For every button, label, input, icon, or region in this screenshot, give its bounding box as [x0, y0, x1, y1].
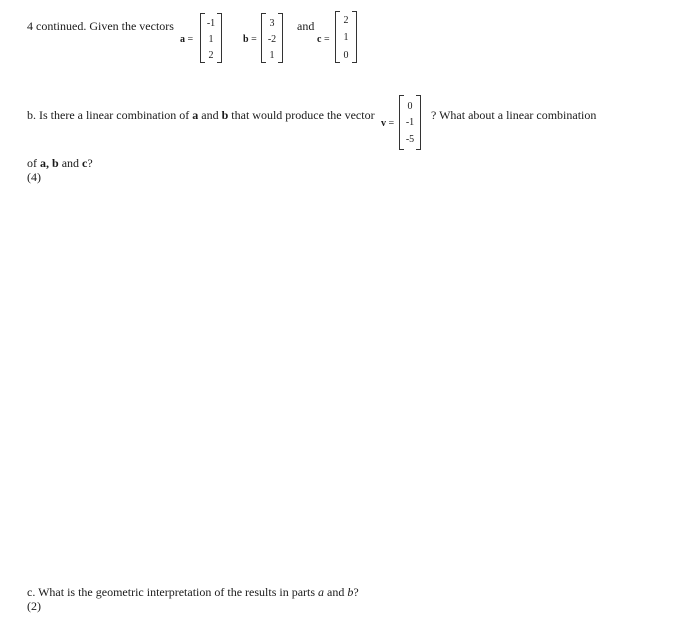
vector-c [335, 11, 357, 63]
part-b-text-post: that would produce the vector [228, 108, 375, 122]
vector-b [261, 13, 283, 63]
vector-c-entry-2: 1 [343, 32, 349, 43]
part-c-q: ? [353, 585, 359, 599]
vector-v-entry-3: -5 [405, 134, 415, 145]
part-b-line2-q: ? [87, 156, 93, 170]
vector-b-eq: = [248, 34, 257, 45]
intro-text: 4 continued. Given the vectors [27, 19, 174, 33]
part-c-and: and [324, 585, 348, 599]
vector-b-name: b [243, 34, 249, 45]
vector-a-name: a [180, 34, 185, 45]
vector-a-label [180, 35, 193, 45]
vector-a-entry-2: 1 [208, 34, 214, 45]
vector-a-entry-3: 2 [208, 50, 214, 61]
vector-v-label [381, 119, 394, 129]
vector-b-entry-1: 3 [269, 18, 275, 29]
vector-a [200, 13, 222, 63]
vector-c-eq: = [321, 34, 330, 45]
part-b-line2-pre: of [27, 156, 40, 170]
vector-c-entry-1: 2 [343, 15, 349, 26]
vector-c-label [317, 35, 330, 45]
and-word: and [297, 19, 315, 33]
part-b-vector-b: b [221, 108, 229, 122]
part-b-line2-and: and [58, 156, 83, 170]
vector-v [399, 95, 421, 150]
vector-c-entry-3: 0 [343, 50, 349, 61]
part-c-b: b [347, 585, 354, 599]
part-b-question [27, 109, 375, 121]
part-b-line2-c: c [82, 156, 88, 170]
vector-v-name: v [381, 118, 386, 129]
vector-a-eq: = [185, 34, 194, 45]
part-b-text-pre: b. Is there a linear combination of [27, 108, 193, 122]
vector-v-entry-2: -1 [405, 117, 415, 128]
vector-v-entry-1: 0 [407, 101, 413, 112]
part-b-and: and [198, 108, 222, 122]
vector-b-label [243, 35, 257, 45]
part-c-a: a [318, 585, 325, 599]
vector-b-entry-2: -2 [267, 34, 277, 45]
part-b-followup: ? What about a linear combination [431, 108, 597, 122]
part-c-points: (2) [27, 599, 41, 613]
vector-c-name: c [317, 34, 322, 45]
vector-a-entry-1: -1 [206, 18, 216, 29]
vector-b-entry-3: 1 [269, 50, 275, 61]
part-b-line2-a: a, [40, 156, 49, 170]
part-c-question [27, 586, 359, 598]
part-b-vector-a: a [192, 108, 199, 122]
part-b-line2-b: b [49, 156, 59, 170]
part-b-points: (4) [27, 170, 41, 184]
part-c-text-pre: c. What is the geometric interpretation of the results in parts [27, 585, 319, 599]
part-b-question-line2 [27, 157, 93, 169]
vector-v-eq: = [386, 118, 395, 129]
